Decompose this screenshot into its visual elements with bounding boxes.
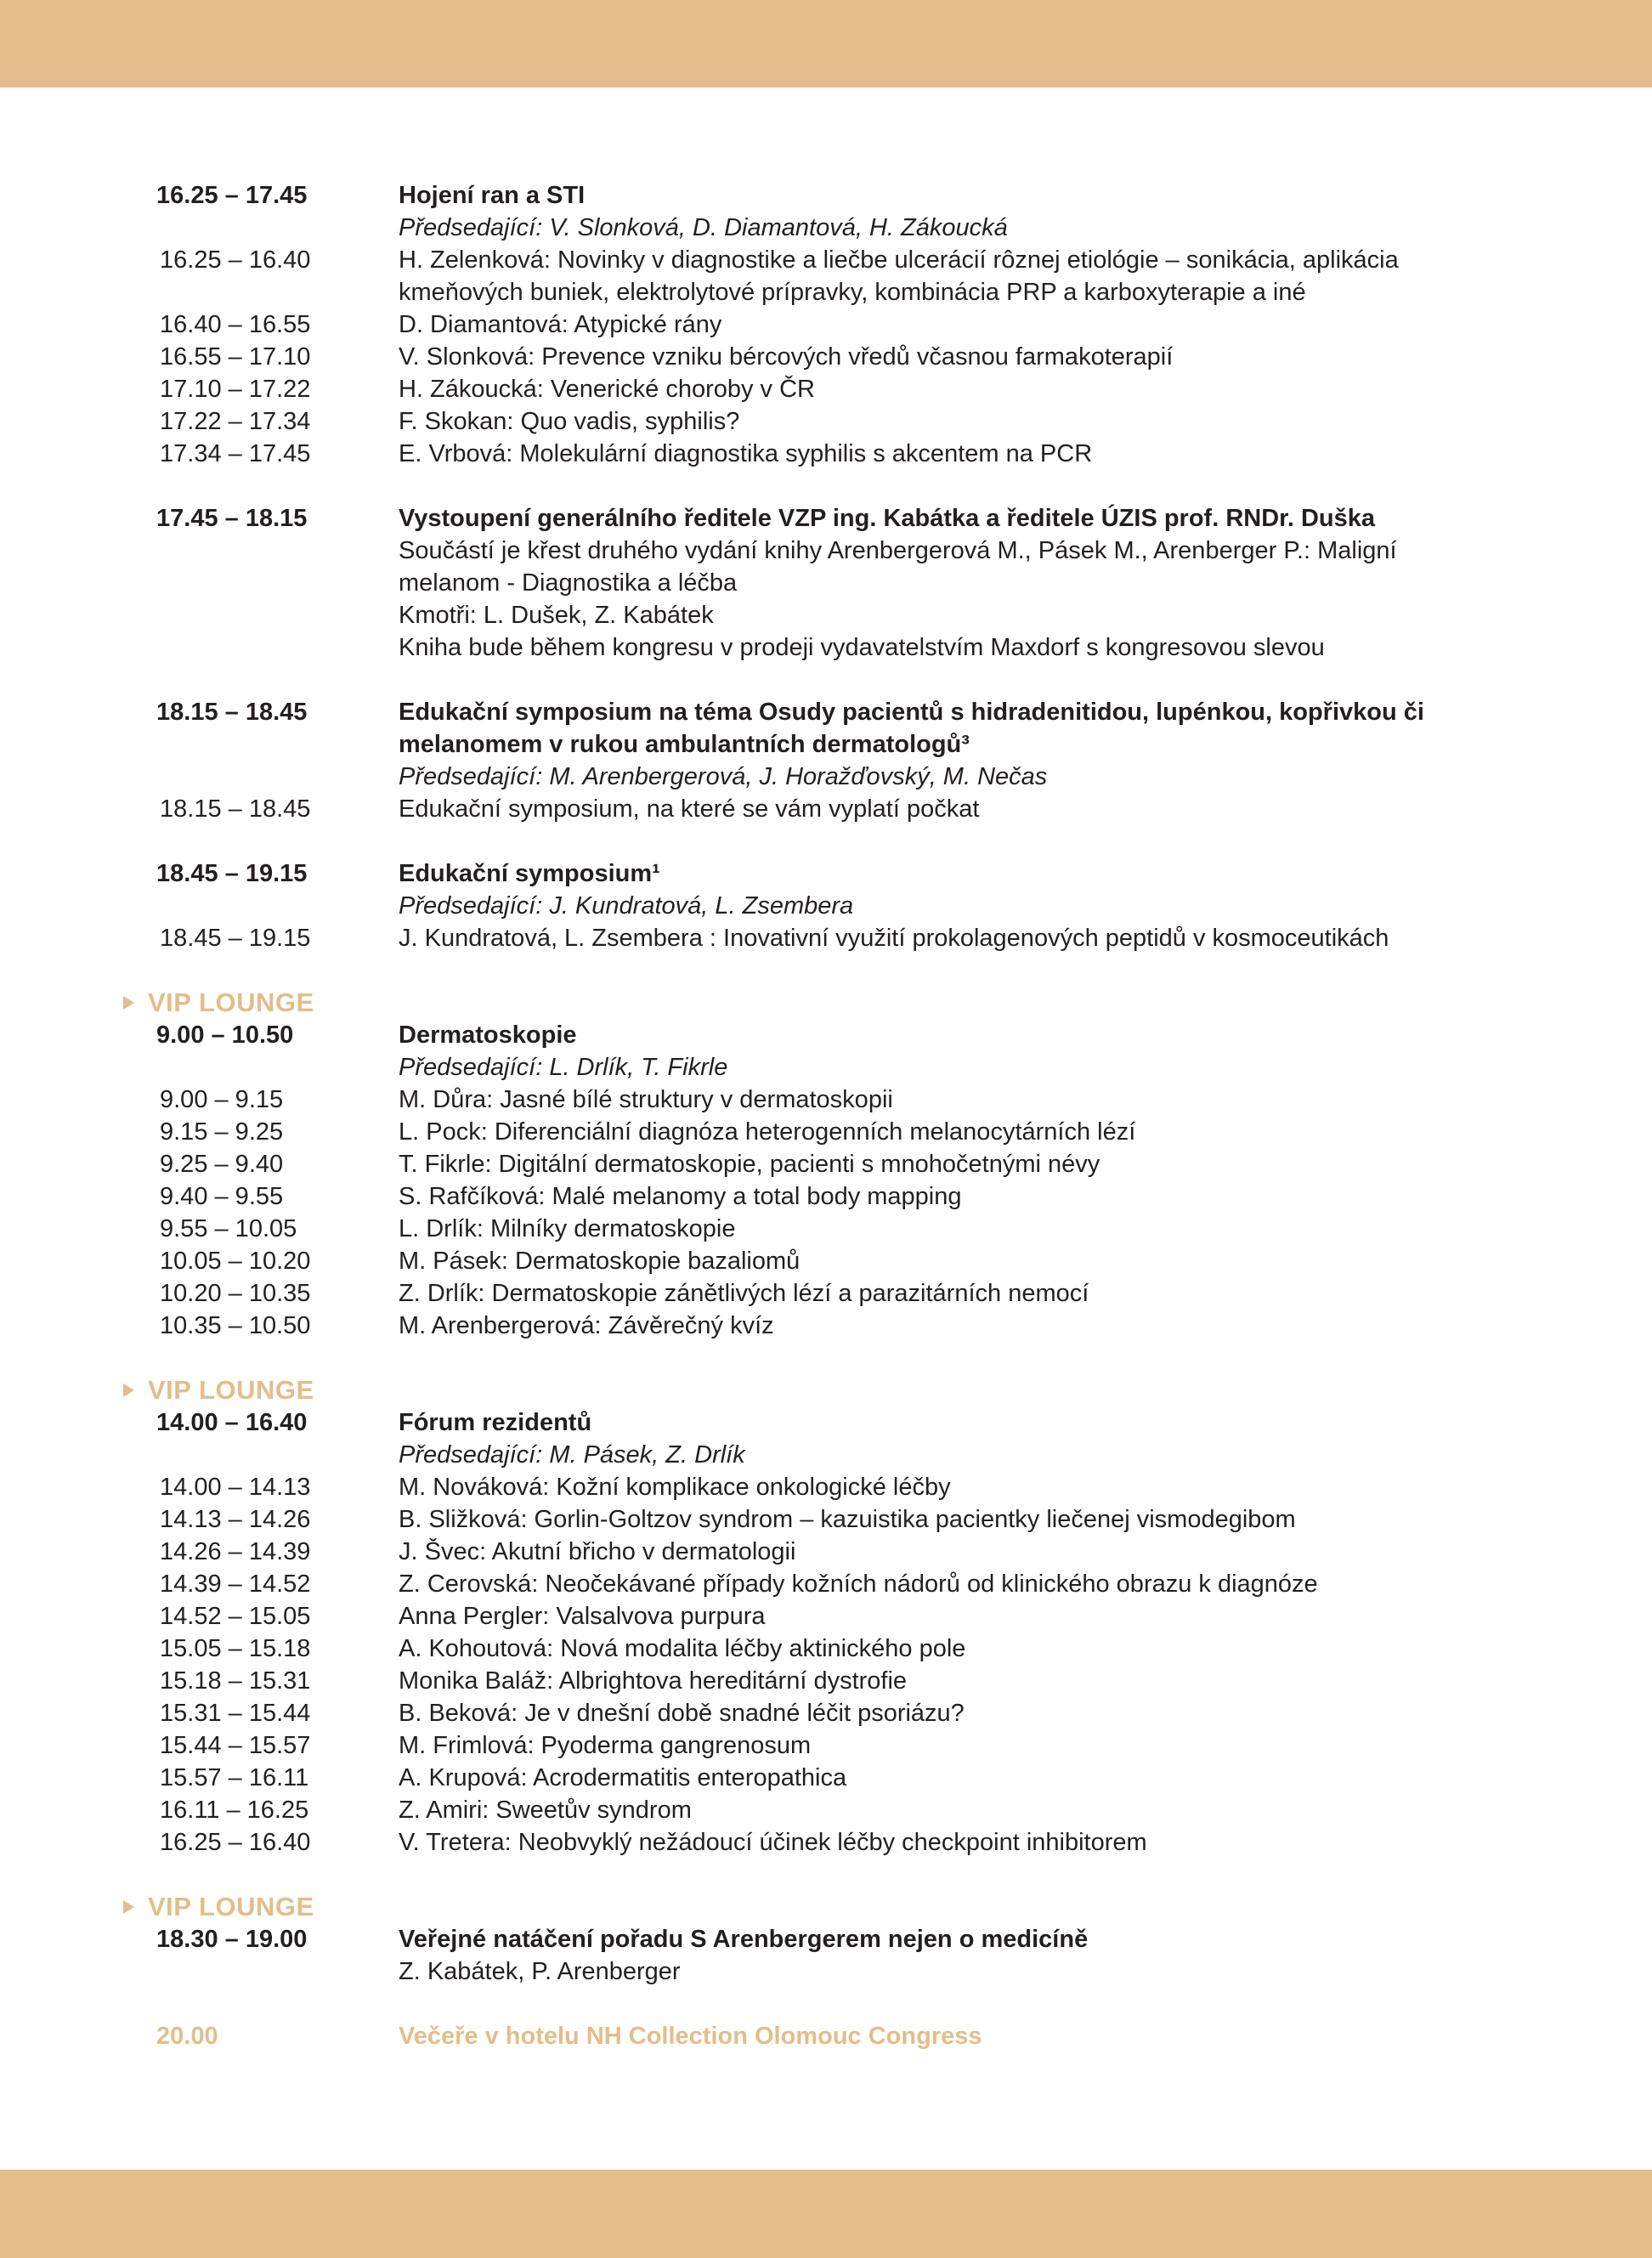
session-note: Kmotři: L. Dušek, Z. Kabátek (399, 602, 714, 629)
session-note: Z. Kabátek, P. Arenberger (399, 1958, 681, 1985)
program-row (0, 341, 1652, 373)
program-row (0, 1180, 1652, 1213)
talk-time: 9.15 – 9.25 (160, 1118, 284, 1146)
talk-time: 10.20 – 10.35 (160, 1280, 311, 1307)
session-title: Hojení ran a STI (399, 182, 586, 209)
program-row (0, 502, 1652, 535)
talk-text: Z. Amiri: Sweetův syndrom (399, 1797, 692, 1824)
venue-text: VIP LOUNGE (148, 1892, 314, 1921)
talk-text: Monika Baláž: Albrightova hereditární dystrofie (399, 1667, 908, 1695)
program-row (0, 1439, 1652, 1471)
talk-text: H. Zelenková: Novinky v diagnostike a liečbe ulcerácií rôznej etiológie – sonikácia, aplikácia (399, 246, 1399, 274)
program-row (0, 244, 1652, 276)
program-row (0, 179, 1652, 212)
program-row (0, 857, 1652, 890)
program-row (0, 1826, 1652, 1859)
session-title: Edukační symposium na téma Osudy pacientů s hidradenitidou, lupénkou, kopřivkou či (399, 699, 1424, 726)
program-row (0, 761, 1652, 793)
talk-text: L. Drlík: Milníky dermatoskopie (399, 1215, 736, 1242)
session-chairs: Předsedající: L. Drlík, T. Fikrle (399, 1054, 728, 1081)
bottom-band (0, 2170, 1652, 2258)
talk-time: 10.35 – 10.50 (160, 1312, 311, 1339)
program-row (0, 438, 1652, 470)
talk-text: B. Beková: Je v dnešní době snadné léčit psoriázu? (399, 1700, 965, 1727)
program-row (0, 1116, 1652, 1148)
talk-text: A. Krupová: Acrodermatitis enteropathica (399, 1764, 847, 1791)
program-row (0, 987, 1652, 1019)
talk-time: 15.57 – 16.11 (160, 1764, 309, 1791)
session-chairs: Předsedající: J. Kundratová, L. Zsembera (399, 892, 854, 920)
session-title: Dermatoskopie (399, 1021, 577, 1049)
talk-text: H. Zákoucká: Venerické choroby v ČR (399, 376, 815, 403)
program-row (0, 212, 1652, 244)
session-time: 18.30 – 19.00 (156, 1926, 308, 1953)
session-title: Večeře v hotelu NH Collection Olomouc Congress (399, 2023, 982, 2050)
session-time: 17.45 – 18.15 (156, 505, 308, 532)
program-row (0, 1051, 1652, 1084)
program-row (0, 793, 1652, 825)
talk-time: 16.25 – 16.40 (160, 1829, 311, 1856)
program-row (0, 567, 1652, 599)
talk-text: E. Vrbová: Molekulární diagnostika syphilis s akcentem na PCR (399, 440, 1093, 467)
program-row (0, 1471, 1652, 1503)
program-schedule (0, 179, 1652, 2052)
program-row (0, 1503, 1652, 1536)
program-row (0, 1665, 1652, 1697)
session-time: 18.15 – 18.45 (156, 699, 308, 726)
talk-text: V. Slonková: Prevence vzniku bércových vředů včasnou farmakoterapií (399, 343, 1174, 371)
talk-time: 14.39 – 14.52 (160, 1570, 311, 1598)
session-title: Fórum rezidentů (399, 1409, 592, 1436)
talk-time: 17.22 – 17.34 (160, 408, 311, 435)
program-row (0, 1568, 1652, 1600)
talk-time: 9.55 – 10.05 (160, 1215, 297, 1242)
program-row (0, 1633, 1652, 1665)
talk-text: S. Rafčíková: Malé melanomy a total body mapping (399, 1183, 962, 1210)
talk-text: M. Arenbergerová: Závěrečný kvíz (399, 1312, 774, 1339)
venue-text: VIP LOUNGE (148, 1375, 314, 1405)
talk-time: 14.26 – 14.39 (160, 1538, 311, 1565)
program-row (0, 1245, 1652, 1277)
session-time: 18.45 – 19.15 (156, 860, 308, 887)
talk-text: B. Sližková: Gorlin-Goltzov syndrom – kazuistika pacientky liečenej vismodegibom (399, 1506, 1296, 1533)
talk-time: 16.40 – 16.55 (160, 311, 311, 338)
program-row (0, 922, 1652, 954)
talk-time: 15.44 – 15.57 (160, 1732, 311, 1759)
program-row (0, 1019, 1652, 1051)
program-row (0, 308, 1652, 341)
program-row (0, 1762, 1652, 1794)
talk-time: 15.31 – 15.44 (160, 1700, 311, 1727)
talk-text: V. Tretera: Neobvyklý nežádoucí účinek léčby checkpoint inhibitorem (399, 1829, 1147, 1856)
talk-text: L. Pock: Diferenciální diagnóza heterogenních melanocytárních lézí (399, 1118, 1136, 1146)
talk-text: F. Skokan: Quo vadis, syphilis? (399, 408, 740, 435)
program-row (0, 1729, 1652, 1762)
talk-text: T. Fikrle: Digitální dermatoskopie, pacienti s mnohočetnými névy (399, 1151, 1100, 1178)
program-row (0, 373, 1652, 405)
talk-time: 18.15 – 18.45 (160, 795, 311, 823)
program-row (0, 890, 1652, 922)
session-time: 14.00 – 16.40 (156, 1409, 308, 1436)
talk-time: 16.25 – 16.40 (160, 246, 311, 274)
program-row (0, 1697, 1652, 1729)
venue-text: VIP LOUNGE (148, 988, 314, 1017)
session-title: Edukační symposium¹ (399, 860, 660, 887)
triangle-bullet-icon (123, 1900, 134, 1914)
top-band (0, 0, 1652, 88)
talk-text: M. Pásek: Dermatoskopie bazaliomů (399, 1248, 801, 1275)
session-note: Kniha bude během kongresu v prodeji vydavatelstvím Maxdorf s kongresovou slevou (399, 634, 1325, 661)
program-row (0, 1600, 1652, 1633)
session-chairs: Předsedající: V. Slonková, D. Diamantová, H. Zákoucká (399, 214, 1008, 241)
session-chairs: Předsedající: M. Pásek, Z. Drlík (399, 1441, 745, 1469)
program-row (0, 1955, 1652, 1988)
talk-text: Z. Drlík: Dermatoskopie zánětlivých lézí a parazitárních nemocí (399, 1280, 1089, 1307)
session-title: Vystoupení generálního ředitele VZP ing. Kabátka a ředitele ÚZIS prof. RNDr. Duška (399, 505, 1375, 532)
session-note: Součástí je křest druhého vydání knihy Arenbergerová M., Pásek M., Arenberger P.: Maligní (399, 537, 1397, 564)
program-row (0, 1891, 1652, 1923)
session-chairs: Předsedající: M. Arenbergerová, J. Horažďovský, M. Nečas (399, 763, 1048, 790)
venue-label (123, 1374, 314, 1406)
talk-time: 9.00 – 9.15 (160, 1086, 284, 1113)
talk-time: 9.25 – 9.40 (160, 1151, 284, 1178)
session-note: melanom - Diagnostika a léčba (399, 569, 738, 597)
talk-time: 17.10 – 17.22 (160, 376, 311, 403)
program-row (0, 1277, 1652, 1310)
program-row (0, 2020, 1652, 2052)
program-row (0, 1536, 1652, 1568)
talk-time: 14.52 – 15.05 (160, 1603, 311, 1630)
talk-time: 15.18 – 15.31 (160, 1667, 311, 1695)
talk-text: kmeňových buniek, elektrolytové prípravky, kombinácia PRP a karboxyterapie a iné (399, 279, 1306, 306)
session-title: Veřejné natáčení pořadu S Arenbergerem nejen o medicíně (399, 1926, 1089, 1953)
triangle-bullet-icon (123, 1384, 134, 1397)
program-row (0, 1148, 1652, 1180)
program-row (0, 1923, 1652, 1955)
session-time: 16.25 – 17.45 (156, 182, 308, 209)
session-time: 9.00 – 10.50 (156, 1021, 294, 1049)
program-row (0, 696, 1652, 728)
program-row (0, 1374, 1652, 1406)
talk-text: Z. Cerovská: Neočekávané případy kožních nádorů od klinického obrazu k diagnóze (399, 1570, 1318, 1598)
program-row (0, 1310, 1652, 1342)
talk-time: 14.00 – 14.13 (160, 1474, 311, 1501)
talk-time: 16.11 – 16.25 (160, 1797, 309, 1824)
talk-time: 14.13 – 14.26 (160, 1506, 311, 1533)
program-row (0, 728, 1652, 761)
talk-time: 17.34 – 17.45 (160, 440, 311, 467)
talk-text: A. Kohoutová: Nová modalita léčby aktinického pole (399, 1635, 966, 1662)
talk-text: J. Švec: Akutní břicho v dermatologii (399, 1538, 796, 1565)
program-row (0, 1406, 1652, 1439)
talk-text: M. Frimlová: Pyoderma gangrenosum (399, 1732, 812, 1759)
session-time: 20.00 (156, 2023, 218, 2050)
talk-time: 10.05 – 10.20 (160, 1248, 311, 1275)
program-row (0, 276, 1652, 308)
session-title: melanomem v rukou ambulantních dermatologů³ (399, 731, 970, 758)
talk-time: 16.55 – 17.10 (160, 343, 311, 371)
talk-text: M. Nováková: Kožní komplikace onkologické léčby (399, 1474, 951, 1501)
talk-time: 18.45 – 19.15 (160, 925, 311, 952)
talk-text: D. Diamantová: Atypické rány (399, 311, 722, 338)
talk-text: M. Důra: Jasné bílé struktury v dermatoskopii (399, 1086, 893, 1113)
program-row (0, 535, 1652, 567)
program-row (0, 1794, 1652, 1826)
talk-time: 15.05 – 15.18 (160, 1635, 311, 1662)
venue-label (123, 987, 314, 1019)
program-row (0, 599, 1652, 631)
venue-label (123, 1891, 314, 1923)
program-row (0, 1084, 1652, 1116)
talk-text: J. Kundratová, L. Zsembera : Inovativní využití prokolagenových peptidů v kosmoceutikách (399, 925, 1389, 952)
talk-text: Anna Pergler: Valsalvova purpura (399, 1603, 766, 1630)
program-row (0, 405, 1652, 438)
talk-time: 9.40 – 9.55 (160, 1183, 284, 1210)
talk-text: Edukační symposium, na které se vám vyplatí počkat (399, 795, 980, 823)
program-row (0, 1213, 1652, 1245)
triangle-bullet-icon (123, 996, 134, 1010)
program-row (0, 631, 1652, 664)
